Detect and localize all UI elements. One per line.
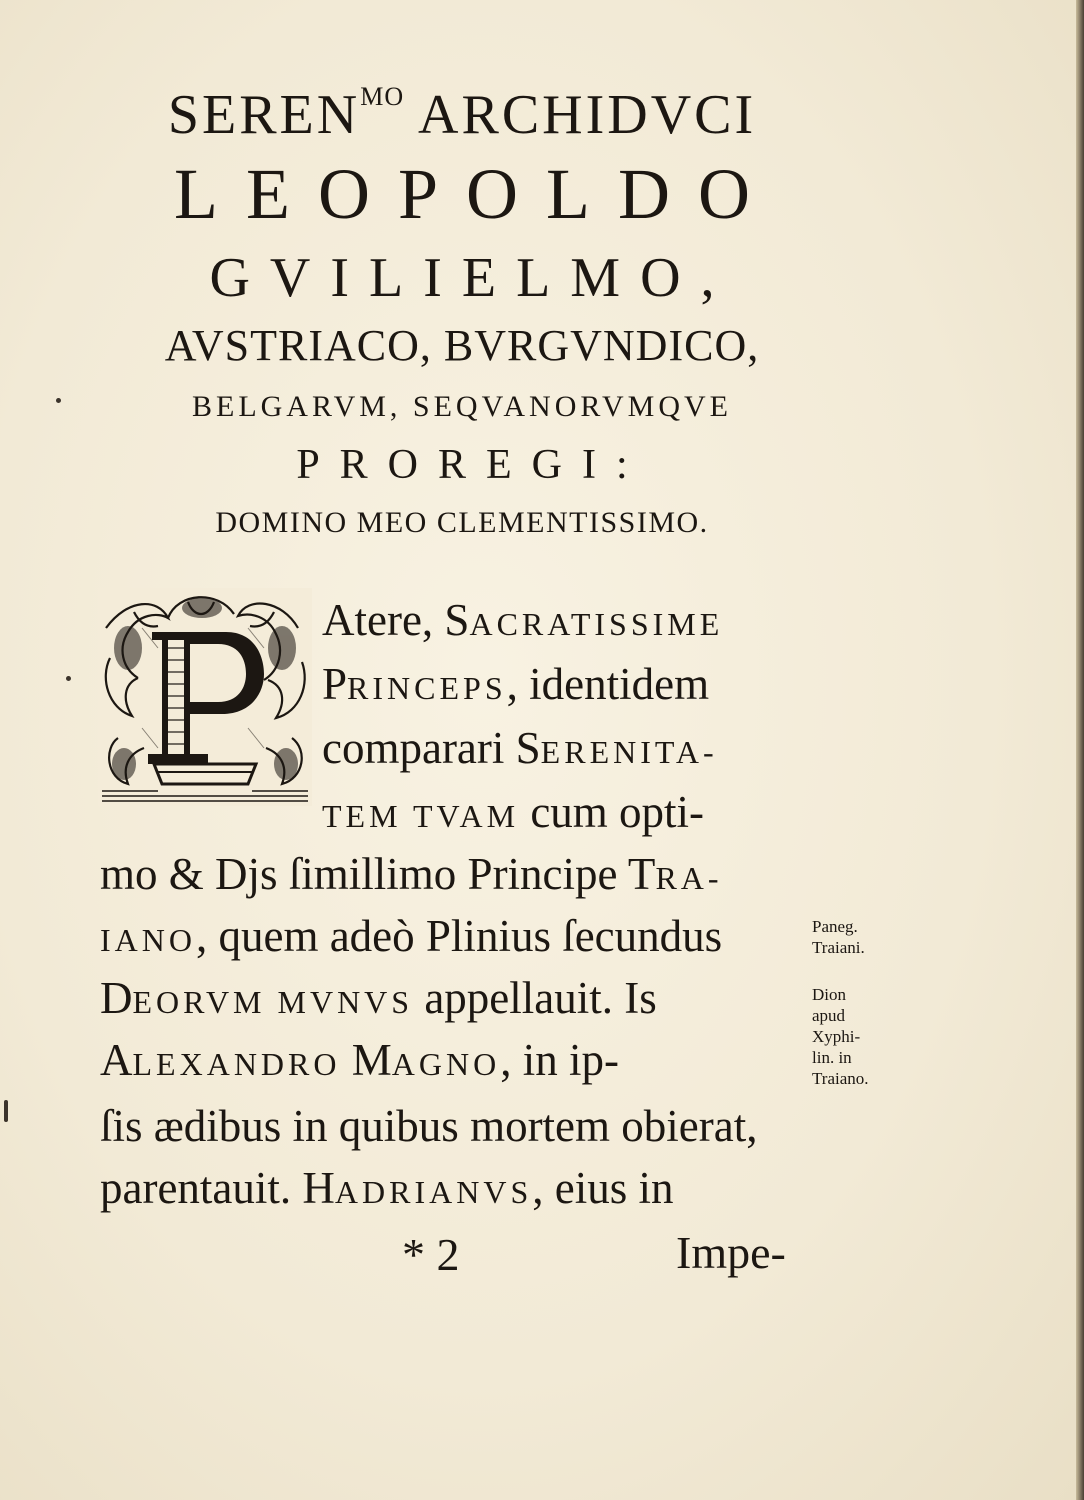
text-run: , quem adeò Plinius ſecundus — [195, 911, 723, 961]
text-run: , in ip- — [500, 1035, 619, 1085]
binding-mark — [4, 1100, 8, 1122]
text-line-10 — [100, 1163, 674, 1213]
text-run: , identidem — [506, 659, 710, 709]
text-run: A — [100, 1035, 133, 1085]
text-run: appellauit. Is — [413, 973, 657, 1023]
heading-superscript: MO — [360, 82, 405, 111]
text-run-caps: IANO — [100, 922, 196, 958]
text-run-caps: RINCEPS — [347, 670, 507, 706]
text-run: parentauit. H — [100, 1163, 335, 1213]
text-line-6 — [100, 911, 723, 961]
ink-speck — [56, 398, 61, 403]
page-edge — [1076, 0, 1084, 1500]
text-run: P — [322, 659, 348, 709]
heading-line-3: GVILIELMO, — [209, 247, 735, 309]
heading-line-6: PROREGI: — [296, 442, 648, 488]
text-run: D — [100, 973, 133, 1023]
text-line-8 — [100, 1035, 619, 1085]
text-run-caps: ACRATISSIME — [469, 606, 724, 642]
heading-line-7: DOMINO MEO CLEMENTISSIMO. — [215, 506, 709, 539]
text-line-1 — [322, 595, 724, 645]
heading-line-2: LEOPOLDO — [174, 154, 778, 234]
text-line-3 — [322, 723, 718, 773]
text-line-2 — [322, 659, 710, 709]
text-run-caps: RA- — [655, 860, 723, 896]
heading-line-1 — [100, 82, 824, 146]
heading-line-1-start: SEREN — [167, 84, 361, 146]
text-run: cum opti- — [519, 787, 705, 837]
heading-line-5: BELGARVM, SEQVANORVMQVE — [191, 390, 732, 423]
decorated-initial — [98, 588, 312, 806]
text-line-7 — [100, 973, 657, 1023]
text-run-caps: AGNO — [391, 1046, 501, 1082]
margin-note-paneg: Paneg. Traiani. — [812, 917, 865, 957]
text-line-4 — [322, 787, 705, 837]
ink-speck — [66, 676, 71, 681]
text-run-caps: EORVM MVNVS — [132, 984, 414, 1020]
margin-note-dion: Dion apud Xyphi- lin. in Traiano. — [812, 985, 869, 1088]
heading-line-1-end: ARCHIDVCI — [404, 84, 757, 146]
text-run-caps: TEM TVAM — [322, 798, 520, 834]
text-line-5 — [100, 849, 723, 899]
signature-mark: * 2 — [402, 1229, 460, 1280]
text-run-caps: ADRIANVS — [334, 1174, 533, 1210]
text-run-caps: LEXANDRO — [132, 1046, 341, 1082]
text-run: M — [340, 1035, 392, 1085]
text-run: mo & Djs ſimillimo Principe T — [100, 849, 656, 899]
catchword: Impe- — [676, 1227, 786, 1278]
text-run: Atere, S — [322, 595, 470, 645]
text-run: , eius in — [532, 1163, 674, 1213]
text-line-9: ſis ædibus in quibus mortem obierat, — [100, 1101, 758, 1151]
text-run: comparari S — [322, 723, 541, 773]
text-run-caps: ERENITA- — [540, 734, 718, 770]
heading-line-4: AVSTRIACO, BVRGVNDICO, — [164, 321, 760, 370]
woodcut-initial-icon — [98, 588, 312, 806]
